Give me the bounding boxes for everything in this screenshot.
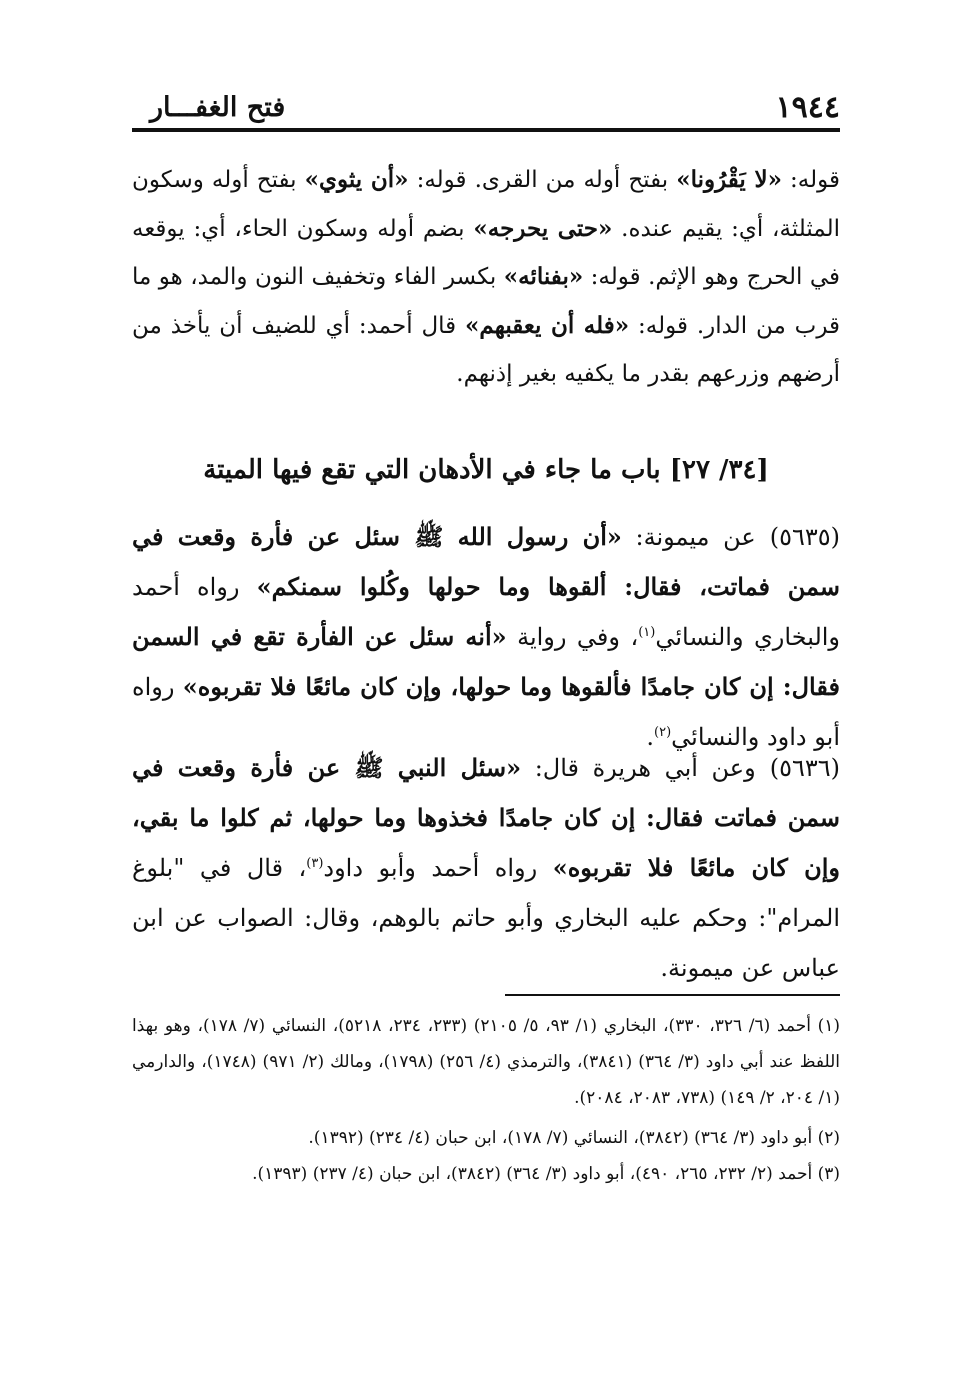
text-run: قال أحمد: أي للضيف أن يأخذ من أرضهم وزرعهم بقدر ما يكفيه بغير إذنهم.	[132, 312, 840, 387]
commentary-paragraph	[132, 156, 840, 399]
hadith-text: «أن رسول الله ﷺ سئل عن فأرة وقعت في سمن فماتت، فقال: ألقوها وما حولها وكُلوا سمنكم»	[132, 522, 840, 601]
quoted-term: «حتى يحرجه»	[473, 214, 613, 242]
hadith-5635	[132, 512, 840, 762]
text-run: ، قال في "بلوغ المرام": وحكم عليه البخاري وأبو حاتم بالوهم، وقال: الصواب عن ابن عباس عن ميمونة.	[132, 854, 840, 982]
footnote-ref[interactable]: (٣)	[306, 856, 324, 871]
running-header	[132, 88, 840, 128]
hadith-number: (٥٦٣٥)	[769, 523, 840, 551]
footnotes	[132, 1008, 840, 1192]
footnote-rule	[505, 994, 840, 996]
text-run: بكسر الفاء وتخفيف النون والمد، هو ما قرب من الدار. قوله:	[132, 264, 841, 339]
text-run: بفتح أوله وسكون المثلثة، أي: يقيم عنده.	[132, 167, 840, 242]
footnote-ref[interactable]: (٢)	[654, 725, 672, 740]
quoted-term: «بفنائه»	[503, 263, 584, 290]
text-run: رواه أحمد وأبو داود	[323, 854, 553, 882]
text-run: رواه أبو داود والنسائي	[132, 673, 840, 751]
footnote-ref[interactable]: (١)	[638, 625, 656, 640]
header-rule	[132, 128, 840, 132]
page-number: ١٩٤٤	[775, 90, 840, 125]
text-run: وعن أبي هريرة قال:	[521, 754, 756, 782]
text-run: بضم أوله وسكون الحاء، أي: يوقعه في الحرج وهو الإثم. قوله:	[132, 215, 840, 290]
chapter-heading: [٣٤/ ٢٧] باب ما جاء في الأدهان التي تقع فيها الميتة	[203, 455, 769, 485]
book-title: فتح الغفـــار	[150, 92, 286, 123]
quoted-term: «فله أن يعقبهم»	[465, 311, 630, 339]
footnote-3: (٣) أحمد (٢/ ٢٣٢، ٢٦٥، ٤٩٠)، أبو داود (٣/ ٣٦٤) (٣٨٤٢)، ابن حبان (٤/ ٢٣٧) (١٣٩٣).	[252, 1164, 840, 1184]
text-run: قوله:	[782, 167, 841, 193]
text-run: بفتح أوله من القرى. قوله:	[408, 167, 677, 193]
text-run: ، وفي رواية	[506, 623, 639, 651]
quoted-term: «لا يَقْرُونا»	[676, 166, 783, 193]
text-run: رواه أحمد والبخاري والنسائي	[132, 573, 841, 651]
quoted-term: «أن يثوي»	[304, 166, 409, 193]
footnote-1: (١) أحمد (٦/ ٣٢٦، ٣٣٠)، البخاري (١/ ٩٣، ٥/ ٢١٠٥) (٢٣٣، ٢٣٤، ٥٢١٨)، النسائي (٧/ ١٧٨)، وهو بهذا اللفظ عند أبي داود (٣/ ٣٦٤) (٣٨٤١)، والترمذي (٤/ ٢٥٦) (١٧٩٨)، ومالك (٢/ ٩٧١) (١٧٤٨)، والدارمي (١/ ٢٠٤، ٢/ ١٤٩) (٧٣٨، ٢٠٨٣، ٢٠٨٤).	[132, 1016, 841, 1108]
hadith-5636	[132, 743, 840, 993]
hadith-text: «أنه سئل عن الفأرة تقع في السمن فقال: إن كان جامدًا فألقوها وما حولها، وإن كان مائعًا فلا تقربوه»	[132, 622, 840, 701]
hadith-number: (٥٦٣٦)	[769, 754, 841, 782]
text-run: .	[646, 723, 654, 751]
text-run: عن ميمونة:	[621, 523, 756, 551]
hadith-text: «سئل النبي ﷺ عن فأرة وقعت في سمن فماتت فقال: إن كان جامدًا فخذوها وما حولها، ثم كلوا ما بقي، وإن كان مائعًا فلا تقربوه»	[132, 753, 840, 882]
footnote-2: (٢) أبو داود (٣/ ٣٦٤) (٣٨٤٢)، النسائي (٧/ ١٧٨)، ابن حبان (٤/ ٢٣٤) (١٣٩٢).	[308, 1128, 840, 1148]
